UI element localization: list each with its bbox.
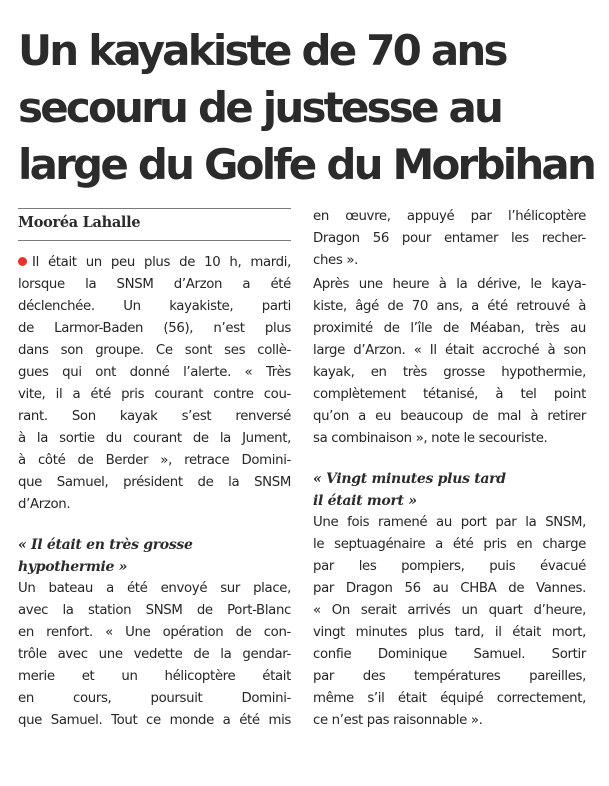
paragraph-found (313, 274, 586, 450)
text-line: déclenchée. Un kayakiste, parti (18, 299, 291, 314)
text-line: qu’on a eu beaucoup de mal à retirer (313, 409, 586, 424)
text-line: à la sortie du courant de la Jument, (18, 431, 291, 446)
text-line: de Larmor-Baden (56), n’est plus (18, 321, 291, 336)
text-line: par des températures pareilles, (313, 669, 586, 684)
text-line: dans son groupe. Ce sont ses collè- (18, 343, 291, 358)
text-line: rant. Son kayak s’est renversé (18, 409, 291, 424)
text-line: sa combinaison », note le secouriste. (313, 431, 548, 446)
subheading-line: il était mort » (313, 493, 417, 509)
text-line: proximité de l’île de Méaban, très au (313, 321, 586, 336)
text-line: merie et un hélicoptère était (18, 669, 291, 684)
text-line: que Samuel, président de la SNSM (18, 475, 291, 490)
subheading (18, 534, 291, 578)
paragraph-outcome (313, 512, 586, 732)
bullet-dot-icon (18, 257, 27, 266)
text-line: Il était un peu plus de 10 h, mardi, (18, 252, 291, 274)
text-line: à côté de Berder », retrace Domini- (18, 453, 291, 468)
text-line: en cours, poursuit Domini- (18, 691, 291, 706)
text-line: ce n’est pas raisonnable ». (313, 713, 483, 728)
text-line: que Samuel. Tout ce monde a été mis (18, 713, 291, 728)
text-line: confie Dominique Samuel. Sortir (313, 647, 586, 662)
headline-line: Un kayakiste de 70 ans (18, 26, 506, 75)
text-line: par les pompiers, puis évacué (313, 559, 586, 574)
text-line: Une fois ramené au port par la SNSM, (313, 515, 586, 530)
text-line: en renfort. « Une opération de con- (18, 625, 291, 640)
text-line: Un bateau a été envoyé sur place, (18, 581, 291, 596)
text-line: d’Arzon. (18, 497, 71, 512)
subheading-line: « Vingt minutes plus tard (313, 471, 506, 487)
text-line: même s’il était équipé correctement, (313, 691, 586, 706)
text-line: « On serait arrivés un quart d’heure, (313, 603, 586, 618)
text-line: en œuvre, appuyé par l’hélicoptère (313, 209, 586, 224)
text-line: Dragon 56 pour entamer les recher- (313, 231, 586, 246)
headline-line: large du Golfe du Morbihan (18, 140, 595, 189)
paragraph-continued (313, 206, 586, 272)
article-headline (18, 22, 603, 193)
text-line: le septuagénaire a été pris en charge (313, 537, 586, 552)
left-column (18, 206, 291, 732)
text-line: vite, il a été pris courant contre cou- (18, 387, 291, 402)
text-line: lorsque la SNSM d’Arzon a été (18, 277, 291, 292)
text-line: kayak, en très grosse hypothermie, (313, 365, 586, 380)
headline-line: secouru de justesse au (18, 83, 502, 132)
text-line: Après une heure à la dérive, le kaya- (313, 277, 586, 292)
text-line: kiste, âgé de 70 ans, a été retrouvé à (313, 299, 586, 314)
text-line: avec la station SNSM de Port-Blanc (18, 603, 291, 618)
text-line: vingt minutes plus tard, il était mort, (313, 625, 586, 640)
subheading (313, 468, 586, 512)
text-line: ches ». (313, 253, 358, 268)
subheading-line: « Il était en très grosse (18, 537, 193, 553)
right-column (313, 206, 586, 732)
text-line: gues qui ont donné l’alerte. « Très (18, 365, 291, 380)
text-line: complètement tétanisé, à tel point (313, 387, 586, 402)
text-line: large d’Arzon. « Il était accroché à son (313, 343, 586, 358)
text-line: trôle avec une vedette de la gendar- (18, 647, 291, 662)
text-line: par Dragon 56 au CHBA de Vannes. (313, 581, 586, 596)
paragraph-intro (18, 252, 291, 516)
paragraph-rescue (18, 578, 291, 732)
author-byline: Mooréa Lahalle (18, 214, 141, 231)
subheading-line: hypothermie » (18, 559, 128, 575)
